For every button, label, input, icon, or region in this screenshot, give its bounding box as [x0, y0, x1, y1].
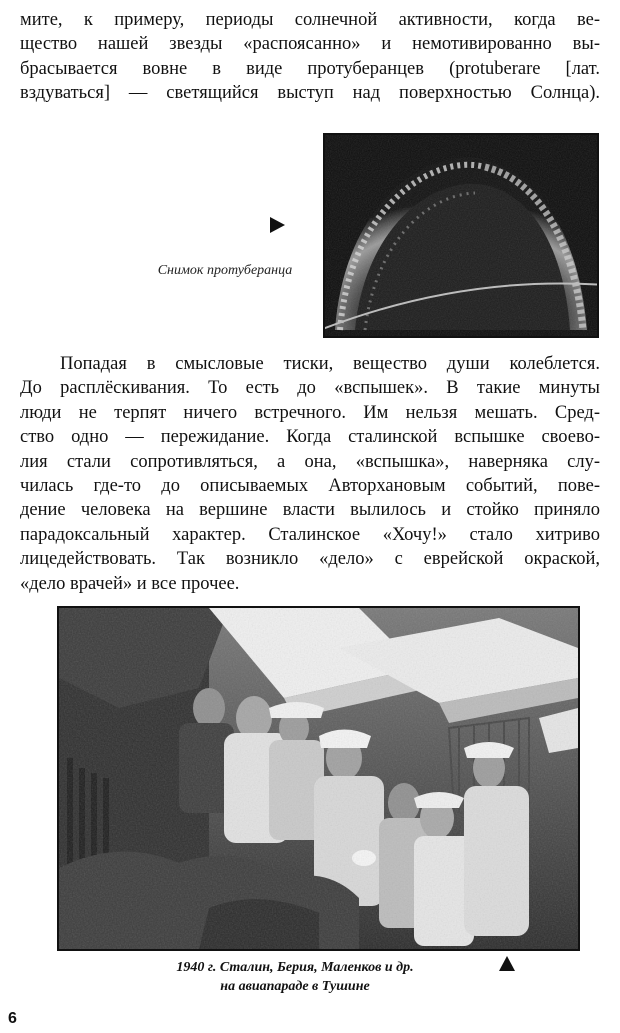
text-line: ство одно — пережидание. Когда сталинской вспышке своево-	[20, 427, 600, 448]
page-number: 6	[8, 1010, 17, 1027]
text-line: Попадая в смысловые тиски, вещество души колеблется.	[60, 354, 600, 374]
text-line: мите, к примеру, периоды солнечной активности, когда ве-	[20, 10, 600, 30]
text-line: До расплёскивания. То есть до «вспышек». В такие минуты	[20, 378, 600, 399]
crowd-photo	[57, 606, 580, 951]
text-line: чилась где-то до описываемых Авторхановым событий, пове-	[20, 476, 600, 497]
figure-2-caption	[100, 958, 490, 996]
text-line: лицедействовать. Так возникло «дело» с еврейской окраской,	[20, 549, 600, 570]
paragraph-2	[20, 352, 600, 596]
text-line: брасывается вовне в виде протуберанцев (protuberare [лат.	[20, 58, 600, 79]
text-line: «дело врачей» и все прочее.	[20, 573, 240, 594]
arrow-up-icon	[499, 956, 515, 971]
text-line: щество нашей звезды «распоясанно» и немотивированно вы-	[20, 34, 600, 55]
caption-line: на авиапараде в Тушине	[220, 979, 370, 994]
prominence-photo	[323, 133, 599, 338]
text-line: лия стали сопротивляться, а она, «вспышка», наверняка слу-	[20, 451, 600, 472]
paragraph-1	[20, 8, 600, 106]
crowd-image	[59, 608, 578, 949]
text-line: вздуваться] — светящийся выступ над поверхностью Солнца).	[20, 83, 600, 104]
caption-line: 1940 г. Сталин, Берия, Маленков и др.	[176, 960, 414, 975]
text-line: люди не терпят ничего встречного. Им нельзя мешать. Сред-	[20, 402, 600, 423]
text-line: дение человека на вершине власти вылилось и стойко приняло	[20, 500, 600, 521]
arrow-right-icon	[270, 217, 285, 233]
figure-1-caption: Снимок протуберанца	[157, 263, 293, 278]
prominence-image	[325, 135, 597, 336]
text-line: парадоксальный характер. Сталинское «Хочу!» стало хитриво	[20, 524, 600, 545]
